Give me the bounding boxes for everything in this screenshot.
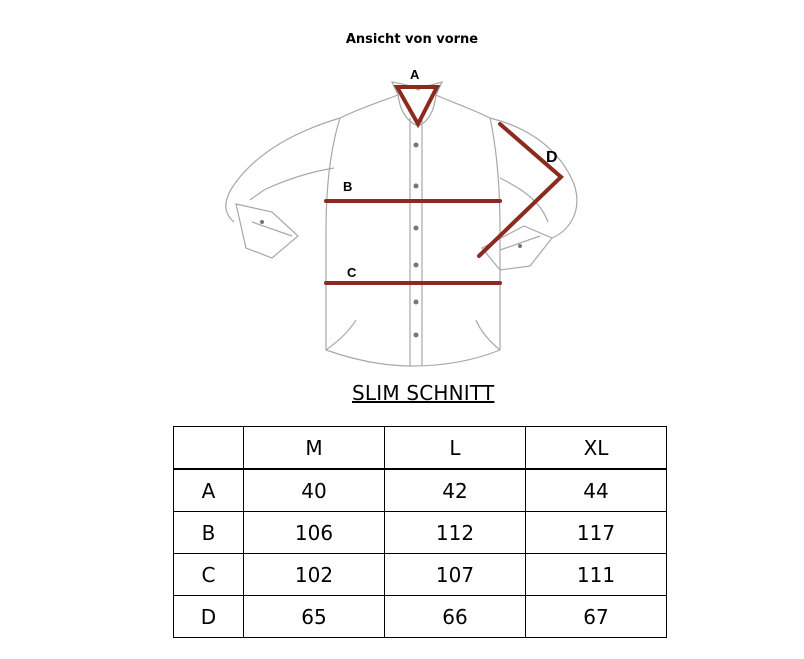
row-label: A bbox=[174, 469, 244, 512]
shirt-outline bbox=[226, 82, 577, 366]
label-d: D bbox=[546, 149, 558, 166]
size-table bbox=[173, 426, 667, 638]
label-c: C bbox=[347, 265, 357, 280]
label-b: B bbox=[343, 179, 353, 194]
header-cell-m: M bbox=[244, 427, 385, 470]
row-label: D bbox=[174, 596, 244, 638]
table-cell: 44 bbox=[526, 469, 667, 512]
table-cell: 106 bbox=[244, 512, 385, 554]
table-row bbox=[174, 596, 667, 638]
row-label: C bbox=[174, 554, 244, 596]
header-cell-l: L bbox=[385, 427, 526, 470]
table-cell: 67 bbox=[526, 596, 667, 638]
measurement-lines bbox=[326, 87, 561, 283]
header-cell-empty bbox=[174, 427, 244, 470]
table-cell: 66 bbox=[385, 596, 526, 638]
table-cell: 102 bbox=[244, 554, 385, 596]
table-cell: 107 bbox=[385, 554, 526, 596]
shirt-buttons bbox=[260, 143, 522, 338]
row-label: B bbox=[174, 512, 244, 554]
table-row bbox=[174, 469, 667, 512]
table-row bbox=[174, 554, 667, 596]
figure-caption: Ansicht von vorne bbox=[345, 32, 479, 47]
label-a: A bbox=[410, 67, 420, 82]
table-title: SLIM SCHNITT bbox=[352, 381, 495, 405]
measure-a-collar bbox=[397, 87, 437, 124]
table-cell: 112 bbox=[385, 512, 526, 554]
table-cell: 40 bbox=[244, 469, 385, 512]
table-cell: 42 bbox=[385, 469, 526, 512]
table-cell: 117 bbox=[526, 512, 667, 554]
header-cell-xl: XL bbox=[526, 427, 667, 470]
table-cell: 111 bbox=[526, 554, 667, 596]
table-cell: 65 bbox=[244, 596, 385, 638]
table-header-row bbox=[174, 427, 667, 470]
table-row bbox=[174, 512, 667, 554]
